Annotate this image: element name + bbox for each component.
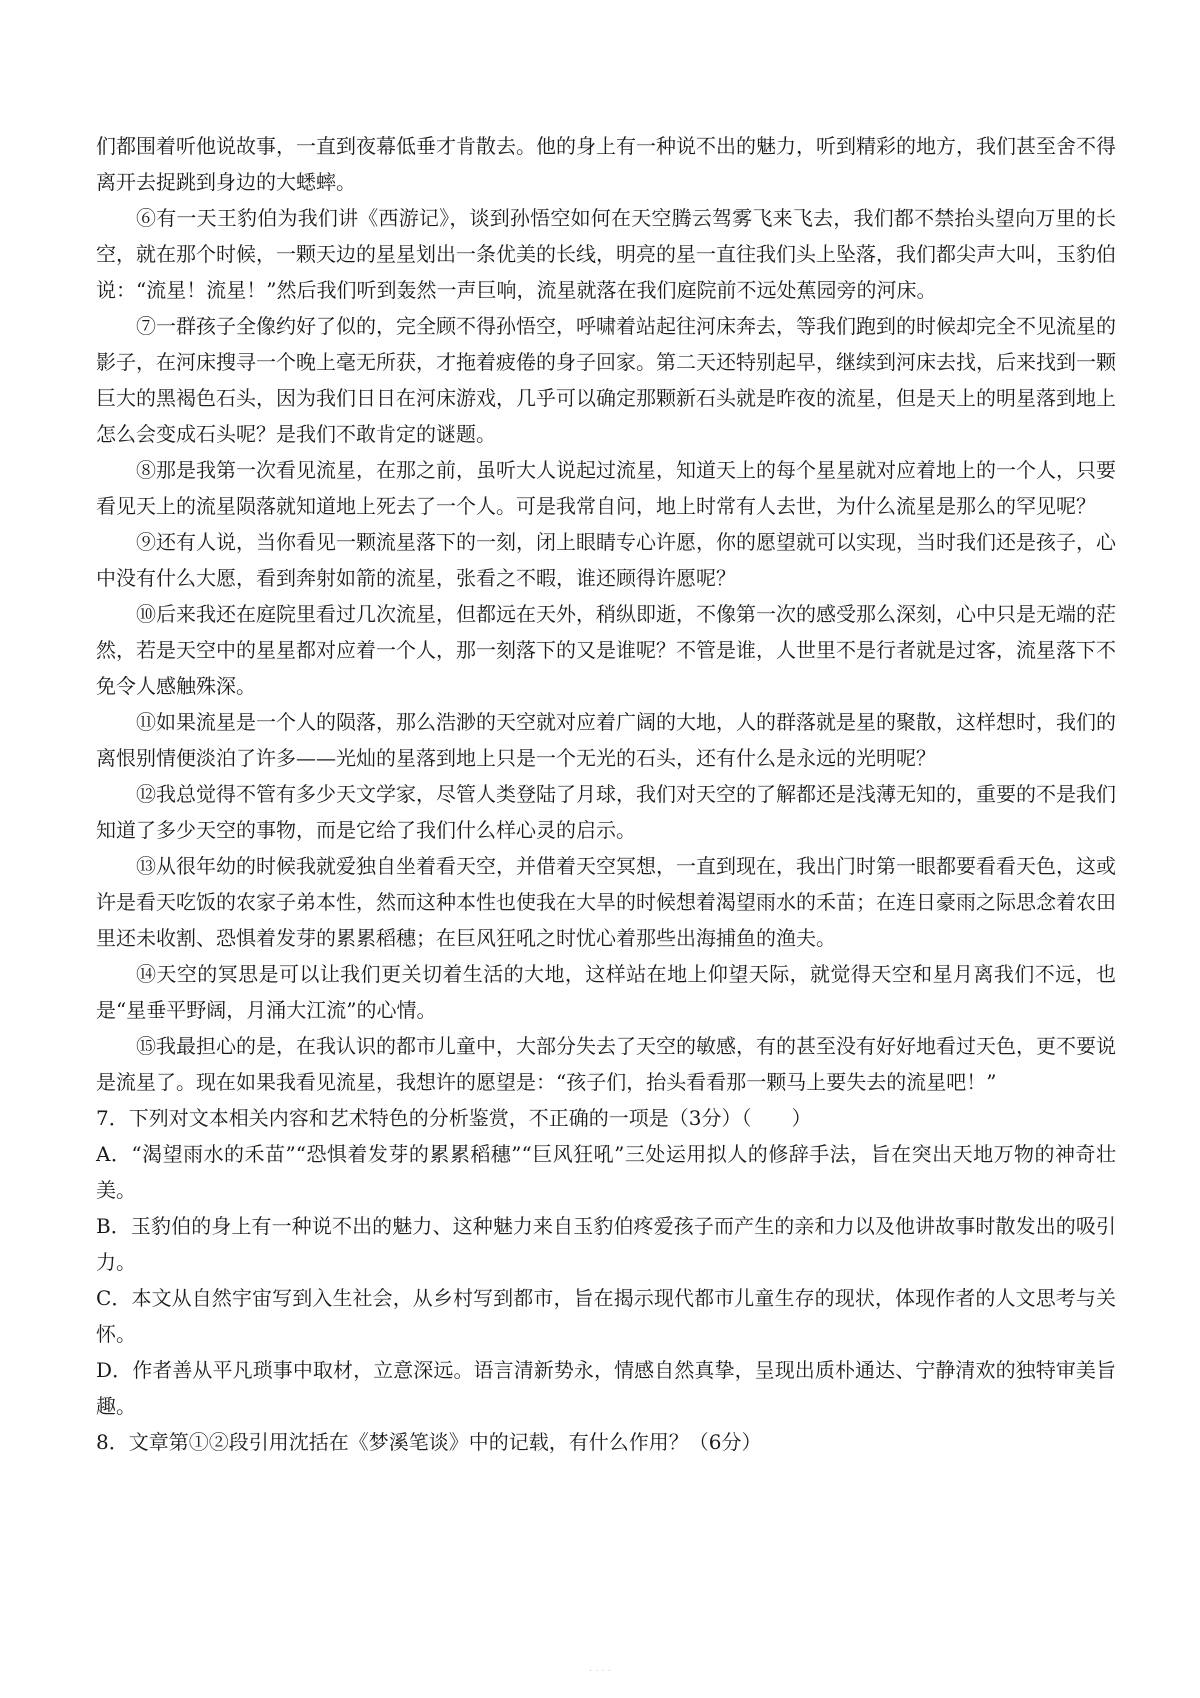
question-7-option-d: D．作者善从平凡琐事中取材，立意深远。语言清新势永，情感自然真挚，呈现出质朴通达、宁静清欢的独特审美旨趣。 — [96, 1358, 1116, 1418]
document-page — [96, 128, 1116, 1460]
paragraph-15: ⑮我最担心的是，在我认识的都市儿童中，大部分失去了天空的敏感，有的甚至没有好好地看过天色，更不要说是流星了。现在如果我看见流星，我想许的愿望是：“孩子们，抬头看看那一颗马上要失去的流星吧！” — [96, 1034, 1116, 1094]
paragraph-5-continued: 们都围着听他说故事，一直到夜幕低垂才肯散去。他的身上有一种说不出的魅力，听到精彩的地方，我们甚至舍不得离开去捉跳到身边的大蟋蟀。 — [96, 134, 1116, 194]
paragraph-10: ⑩后来我还在庭院里看过几次流星，但都远在天外，稍纵即逝，不像第一次的感受那么深刻，心中只是无端的茫然，若是天空中的星星都对应着一个人，那一刻落下的又是谁呢？不管是谁，人世里不是行者就是过客，流星落下不免令人感触殊深。 — [96, 602, 1116, 698]
page-footer-mark: · · · · — [588, 1666, 612, 1677]
paragraph-8: ⑧那是我第一次看见流星，在那之前，虽听大人说起过流星，知道天上的每个星星就对应着地上的一个人，只要看见天上的流星陨落就知道地上死去了一个人。可是我常自问，地上时常有人去世，为什么流星是那么的罕见呢？ — [96, 458, 1116, 518]
paragraph-13: ⑬从很年幼的时候我就爱独自坐着看天空，并借着天空冥想，一直到现在，我出门时第一眼都要看看天色，这或许是看天吃饭的农家子弟本性，然而这种本性也使我在大旱的时候想着渴望雨水的禾苗；在连日豪雨之际思念着农田里还未收割、恐惧着发芽的累累稻穗；在巨风狂吼之时忧心着那些出海捕鱼的渔夫。 — [96, 854, 1116, 950]
question-7-option-a: A．“渴望雨水的禾苗”“恐惧着发芽的累累稻穗”“巨风狂吼”三处运用拟人的修辞手法，旨在突出天地万物的神奇壮美。 — [96, 1142, 1116, 1202]
paragraph-11: ⑪如果流星是一个人的陨落，那么浩渺的天空就对应着广阔的大地，人的群落就是星的聚散，这样想时，我们的离恨别情便淡泊了许多——光灿的星落到地上只是一个无光的石头，还有什么是永远的光明呢？ — [96, 710, 1116, 770]
question-7 — [96, 1100, 1116, 1424]
paragraph-12: ⑫我总觉得不管有多少天文学家，尽管人类登陆了月球，我们对天空的了解都还是浅薄无知的，重要的不是我们知道了多少天空的事物，而是它给了我们什么样心灵的启示。 — [96, 782, 1116, 842]
question-7-option-c: C．本文从自然宇宙写到入生社会，从乡村写到都市，旨在揭示现代都市儿童生存的现状，体现作者的人文思考与关怀。 — [96, 1286, 1116, 1346]
question-8 — [96, 1424, 1116, 1460]
question-7-stem: 7．下列对文本相关内容和艺术特色的分析鉴赏，不正确的一项是（3分）（ ） — [96, 1106, 812, 1130]
paragraph-14: ⑭天空的冥思是可以让我们更关切着生活的大地，这样站在地上仰望天际，就觉得天空和星月离我们不远，也是“星垂平野阔，月涌大江流”的心情。 — [96, 962, 1116, 1022]
passage — [96, 128, 1116, 1100]
question-7-option-b: B．玉豹伯的身上有一种说不出的魅力、这种魅力来自玉豹伯疼爱孩子而产生的亲和力以及他讲故事时散发出的吸引力。 — [96, 1214, 1116, 1274]
paragraph-7: ⑦一群孩子全像约好了似的，完全顾不得孙悟空，呼啸着站起往河床奔去，等我们跑到的时候却完全不见流星的影子，在河床搜寻一个晚上毫无所获，才拖着疲倦的身子回家。第二天还特别起早，继续到河床去找，后来找到一颗巨大的黑褐色石头，因为我们日日在河床游戏，几乎可以确定那颗新石头就是昨夜的流星，但是天上的明星落到地上怎么会变成石头呢？是我们不敢肯定的谜题。 — [96, 314, 1116, 446]
paragraph-9: ⑨还有人说，当你看见一颗流星落下的一刻，闭上眼睛专心许愿，你的愿望就可以实现，当时我们还是孩子，心中没有什么大愿，看到奔射如箭的流星，张看之不暇，谁还顾得许愿呢？ — [96, 530, 1116, 590]
paragraph-6: ⑥有一天王豹伯为我们讲《西游记》，谈到孙悟空如何在天空腾云驾雾飞来飞去，我们都不禁抬头望向万里的长空，就在那个时候，一颗天边的星星划出一条优美的长线，明亮的星一直往我们头上坠落，我们都尖声大叫，玉豹伯说：“流星！流星！”然后我们听到轰然一声巨响，流星就落在我们庭院前不远处蕉园旁的河床。 — [96, 206, 1116, 302]
question-8-stem: 8．文章第①②段引用沈括在《梦溪笔谈》中的记载，有什么作用？（6分） — [96, 1430, 762, 1454]
